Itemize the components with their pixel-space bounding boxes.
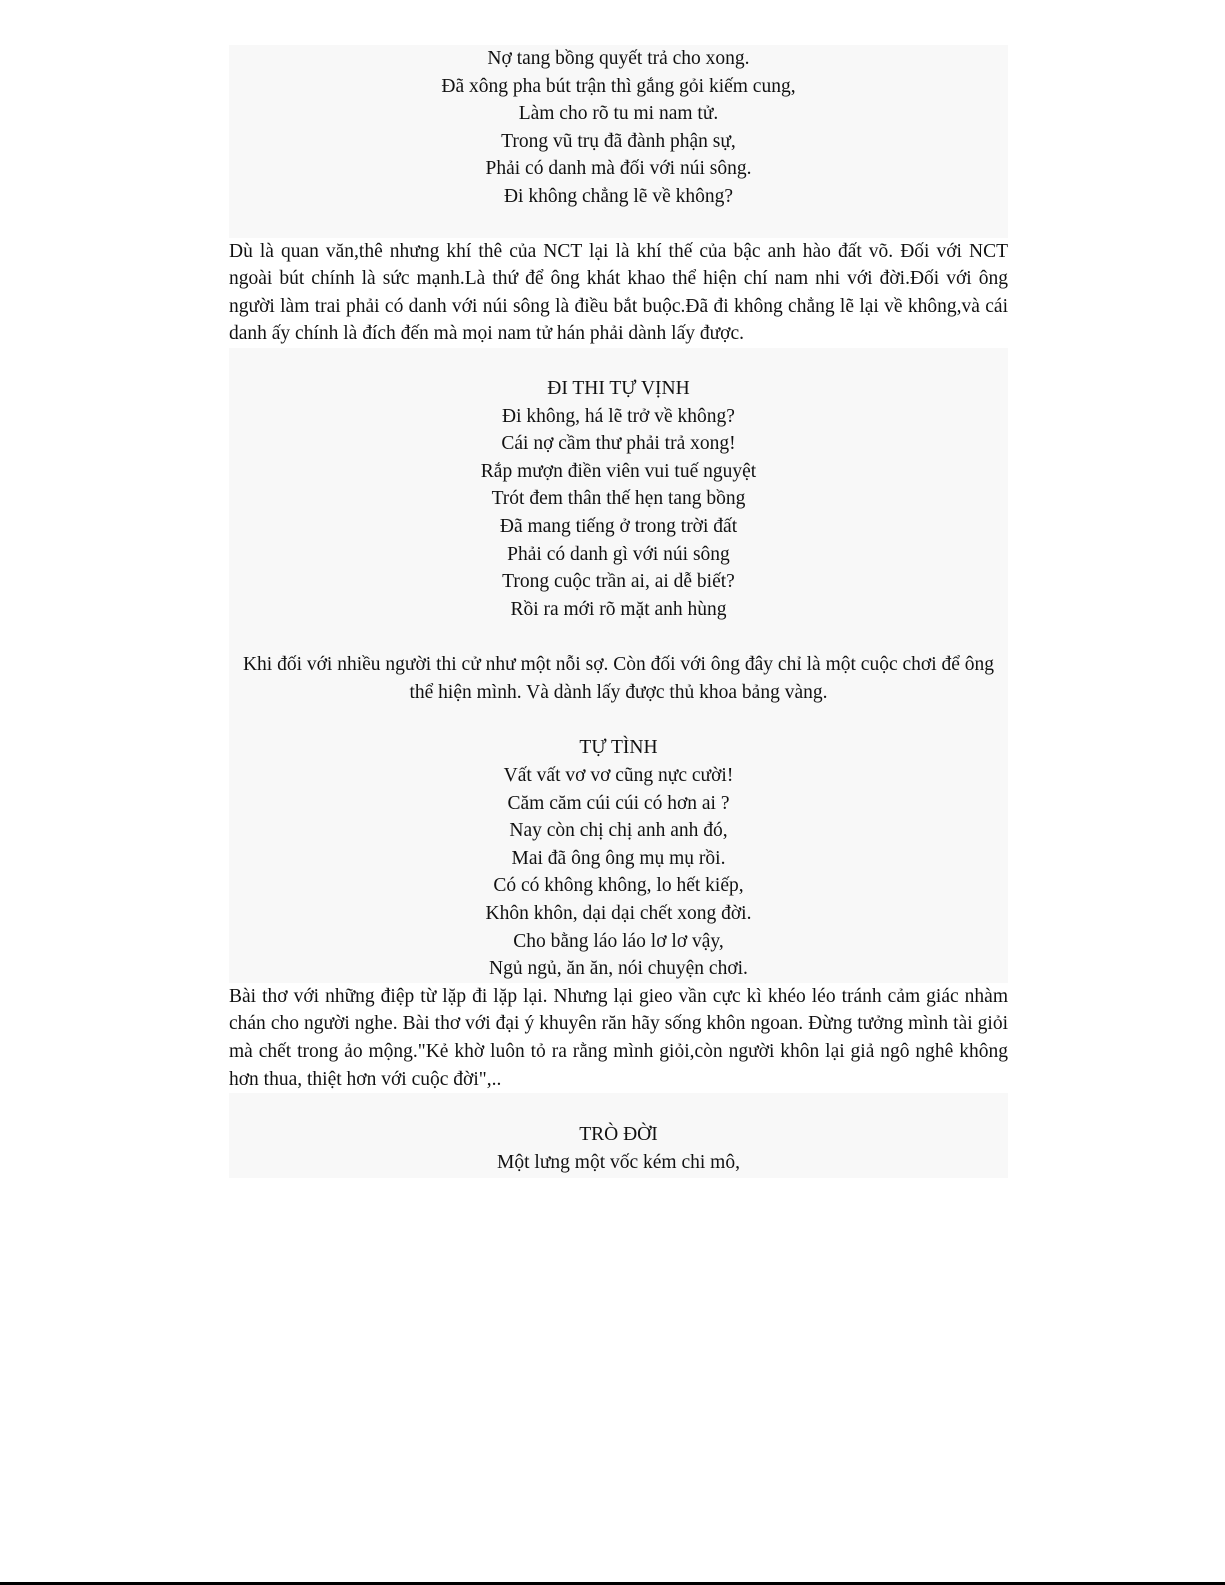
- poem-line: Phải có danh mà đối với núi sông.: [485, 158, 752, 180]
- poem-line: Rắp mượn điền viên vui tuế nguyệt: [480, 460, 757, 482]
- poem-block-1: [229, 45, 1008, 238]
- poem-line: Vất vất vơ vơ cũng nực cười!: [503, 765, 734, 787]
- poem-line: Cái nợ cầm thư phải trả xong!: [501, 433, 736, 455]
- poem-line: Làm cho rõ tu mi nam tử.: [518, 103, 719, 125]
- poem-line: Đã mang tiếng ở trong trời đất: [499, 515, 738, 537]
- poem-line: Cho bằng láo láo lơ lơ vậy,: [513, 930, 724, 952]
- poem-title: TRÒ ĐỜI: [579, 1124, 658, 1146]
- poem-block-2: [229, 348, 1008, 651]
- poem-line: Trong vũ trụ đã đành phận sự,: [501, 130, 736, 152]
- poem-block-4: [229, 1093, 1008, 1178]
- poem-line: Căm căm cúi cúi có hơn ai ?: [507, 792, 730, 814]
- poem-block-3: [229, 720, 1008, 982]
- poem-line: Phải có danh gì với núi sông: [507, 543, 730, 565]
- commentary-paragraph-2: Khi đối với nhiều người thi cử như một nỗi sợ. Còn đối với ông đây chỉ là một cuộc chơi để ông thể hiện mình. Và dành lấy được thủ khoa bảng vàng.: [229, 651, 1008, 720]
- commentary-paragraph-3: Bài thơ với những điệp từ lặp đi lặp lại. Nhưng lại gieo vần cực kì khéo léo tránh cảm giác nhàm chán cho người nghe. Bài thơ với đại ý khuyên răn hãy sống khôn ngoan. Đừng tưởng mình tài giỏi mà chết trong ảo mộng."Kẻ khờ luôn tỏ ra rằng mình giỏi,còn người khôn lại giả ngô nghê không hơn thua, thiệt hơn với cuộc đời",..: [229, 985, 1008, 1090]
- poem-line: Đi không, há lẽ trở về không?: [502, 405, 735, 427]
- poem-line: Rồi ra mới rõ mặt anh hùng: [510, 598, 727, 620]
- poem-line: Có có không không, lo hết kiếp,: [493, 875, 744, 897]
- poem-line: Trong cuộc trần ai, ai dễ biết?: [502, 571, 735, 593]
- poem-line: Trót đem thân thế hẹn tang bồng: [491, 488, 746, 510]
- poem-line: Nợ tang bồng quyết trả cho xong.: [487, 48, 750, 69]
- poem-line: Đi không chẳng lẽ về không?: [503, 185, 734, 207]
- poem-line: Nay còn chị chị anh anh đó,: [509, 820, 728, 842]
- poem-title: TỰ TÌNH: [579, 737, 658, 759]
- poem-line: Ngủ ngủ, ăn ăn, nói chuyện chơi.: [489, 958, 748, 980]
- poem-title: ĐI THI TỰ VỊNH: [547, 377, 690, 399]
- poem-line: Đã xông pha bút trận thì gắng gỏi kiếm cung,: [441, 75, 796, 97]
- commentary-paragraph-1: Dù là quan văn,thê nhưng khí thê của NCT lại là khí thế của bậc anh hào đất võ. Đối với NCT ngoài bút chính là sức mạnh.Là thứ để ông khát khao thể hiện chí nam nhi với đời.Đối với ông người làm trai phải có danh với núi sông là điều bắt buộc.Đã đi không chẳng lẽ lại về không,và cái danh ấy chính là đích đến mà mọi nam tử hán phải dành lấy được.: [229, 240, 1008, 345]
- poem-line: Một lưng một vốc kém chi mô,: [497, 1151, 740, 1173]
- document-page: [229, 45, 1008, 1178]
- poem-line: Khôn khôn, dại dại chết xong đời.: [485, 903, 752, 925]
- poem-line: Mai đã ông ông mụ mụ rồi.: [511, 847, 726, 869]
